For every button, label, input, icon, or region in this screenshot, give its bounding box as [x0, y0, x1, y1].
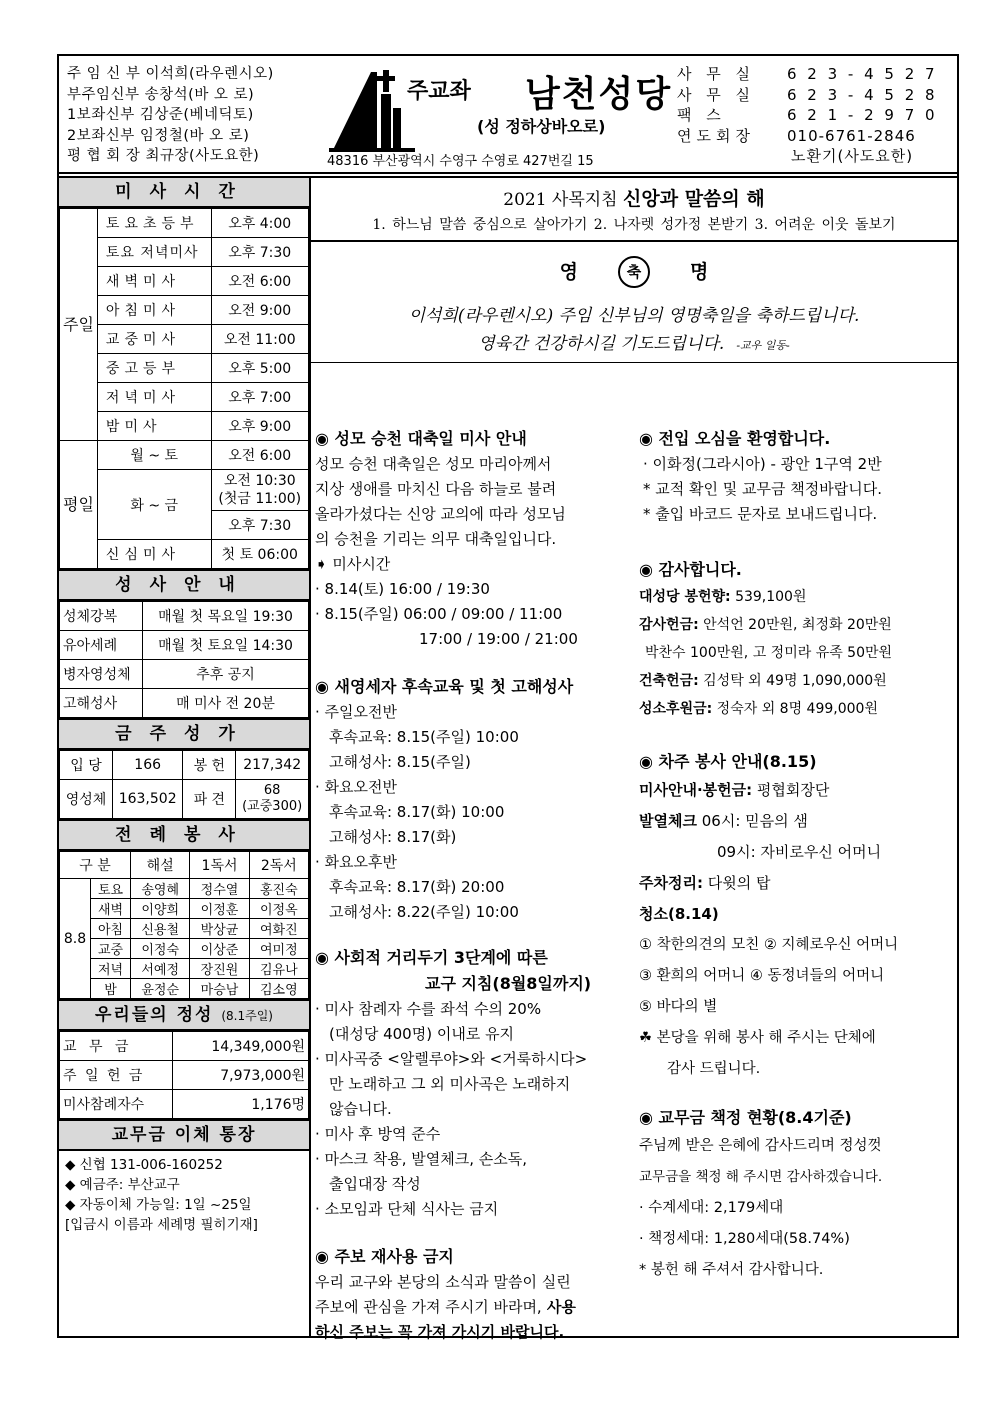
notice-title: ◉ 전입 오심을 환영합니다. [639, 429, 831, 448]
liturgy-col: 1독서 [190, 852, 249, 879]
notice-line: * 교적 확인 및 교무금 책정바랍니다. [643, 480, 882, 498]
notice-line: 후속교육: 8.17(화) 10:00 [329, 803, 505, 821]
service-value: 평협회장단 [752, 781, 830, 799]
liturgy-cell: 신용철 [131, 919, 190, 939]
thanks-row [639, 611, 955, 639]
header [59, 56, 957, 174]
main-content [311, 176, 957, 1341]
welcome-notice [639, 426, 955, 527]
mass-table [59, 208, 309, 569]
service-row: ③ 환희의 어머니 ④ 동정녀들의 어머니 [639, 968, 885, 984]
parish-patron: (성 정하상바오로) [477, 117, 606, 136]
contact-label: 연도회장 [677, 126, 755, 145]
notice-line: · 화요오후반 [315, 853, 397, 871]
sacrament-name: 성체강복 [60, 602, 143, 631]
feast-signature: -교우 일동- [736, 339, 790, 352]
clergy-list [67, 64, 274, 167]
notice-line: 의 승천을 기리는 의무 대축일입니다. [315, 530, 557, 548]
sacrament-table [59, 601, 309, 718]
devotion-name: 교 무 금 [60, 1032, 173, 1061]
thanks-value: 김성탁 외 49명 1,090,000원 [698, 673, 887, 689]
liturgy-cell: 정수열 [190, 879, 249, 899]
devotion-sub: (8.1주일) [221, 1009, 273, 1023]
sacrament-name: 병자영성체 [60, 660, 143, 689]
notice-title: 교구 지침(8월8일까지) [425, 974, 592, 993]
sacrament-name: 고해성사 [60, 689, 143, 718]
notice-line: · 주일오전반 [315, 703, 397, 721]
notice-line: 우리 교구와 본당의 소식과 말씀이 실린 [315, 1273, 571, 1291]
liturgy-cell: 이정옥 [249, 899, 308, 919]
notice-title: ◉ 새영세자 후속교육 및 첫 고해성사 [315, 677, 574, 696]
notice-line: · 마스크 착용, 발열체크, 손소독, [315, 1150, 528, 1168]
bulletin-notice [315, 1244, 633, 1345]
clergy-row: 평 협 회 장 최규장(사도요한) [67, 148, 260, 164]
liturgy-heading: 전례봉사 [59, 819, 309, 851]
mass-time-main: 오전 10:30 [223, 473, 296, 489]
service-row: ⑤ 바다의 별 [639, 999, 718, 1015]
thanks-value: 정숙자 외 8명 499,000원 [712, 701, 878, 717]
dues-line: 주님께 받은 은혜에 감사드리며 정성껏 [639, 1138, 882, 1154]
notice-title: ◉ 주보 재사용 금지 [315, 1247, 454, 1266]
service-key: 주차정리: [639, 874, 703, 892]
banner-title [311, 184, 957, 211]
liturgy-cell: 저녁 [91, 959, 131, 979]
sacrament-name: 유아세례 [60, 631, 143, 660]
contact-row [677, 105, 938, 126]
liturgy-table [59, 851, 309, 999]
hymn-label: 봉 헌 [183, 751, 236, 780]
mass-time: 오후 7:30 [211, 511, 308, 540]
notice-line: · 이화정(그라시아) - 광안 1구역 2반 [643, 455, 882, 473]
thanks-row [639, 583, 955, 611]
thanks-key: 감사헌금: [639, 617, 699, 633]
thanks-row [639, 695, 955, 723]
service-row: 청소(8.14) [639, 905, 719, 923]
feast-title-char: 영 [559, 260, 578, 283]
notice-line: 지상 생애를 마치신 다음 하늘로 불려 [315, 480, 557, 498]
feast-line [311, 330, 957, 360]
hymn-dismiss: 68 [263, 783, 281, 798]
hymn-label: 입 당 [60, 751, 113, 780]
mass-time: 오후 5:00 [211, 354, 308, 383]
liturgy-cell: 이정숙 [131, 939, 190, 959]
notice-line: · 미사곡중 <알렐루야>와 <거룩하시다> [315, 1050, 588, 1068]
service-row: 09시: 자비로우신 어머니 [717, 843, 882, 861]
notice-line: 하신 주보는 꼭 가져 가시기 바랍니다. [315, 1323, 565, 1341]
contact-value: 010-6761-2846 [787, 126, 916, 145]
liturgy-cell: 김소영 [249, 979, 308, 999]
contact-value: 6 2 3 - 4 5 2 7 [787, 65, 938, 83]
notice-title: ◉ 교무금 책정 현황(8.4기준) [639, 1108, 852, 1127]
dues-line: 교무금을 책정 해 주시면 감사하겠습니다. [639, 1169, 883, 1185]
thanks-value: 안석언 20만원, 최정화 20만원 [698, 617, 892, 633]
mass-name: 토요 저녁미사 [97, 238, 211, 267]
mass-name: 새벽미사 [97, 267, 211, 296]
liturgy-cell: 아침 [91, 919, 131, 939]
liturgy-col: 구 분 [60, 852, 131, 879]
mass-name: 화 ~ 금 [97, 470, 211, 540]
banner-points: 1. 하느님 말씀 중심으로 살아가기 2. 나자렛 성가정 본받기 3. 어려운 이웃 돌보기 [372, 217, 896, 233]
notice-title: ◉ 차주 봉사 안내(8.15) [639, 752, 817, 771]
notice-line: 후속교육: 8.17(화) 20:00 [329, 878, 505, 896]
address: 48316 부산광역시 수영구 수영로 427번길 15 [327, 154, 594, 169]
sunday-label: 주일 [60, 209, 98, 441]
liturgy-cell: 새벽 [91, 899, 131, 919]
thanks-key: 대성당 봉헌향: [639, 589, 731, 605]
service-value: 다윗의 탑 [702, 874, 771, 892]
liturgy-cell: 홍진숙 [249, 879, 308, 899]
hymn-number: 166 [113, 751, 183, 780]
bank-line: [입금시 이름과 세례명 필히기재] [65, 1217, 258, 1233]
devotion-name: 미사참례자수 [60, 1090, 173, 1119]
thanks-value: 박찬수 100만원, 고 정미라 유족 50만원 [645, 645, 893, 661]
notice-line: 후속교육: 8.15(주일) 10:00 [329, 728, 519, 746]
liturgy-cell: 박상균 [190, 919, 249, 939]
liturgy-cell: 이정훈 [190, 899, 249, 919]
liturgy-col: 해설 [131, 852, 190, 879]
newbap-notice [315, 674, 633, 925]
mass-time-note: (첫금 11:00) [218, 491, 302, 507]
contact-label: 사 무 실 [677, 65, 756, 83]
mass-name: 저녁미사 [97, 383, 211, 412]
contact-row [677, 126, 938, 147]
liturgy-cell: 이양희 [131, 899, 190, 919]
feast-line-text: 영육간 건강하시길 기도드립니다. [478, 334, 725, 354]
mass-name: 토요초등부 [97, 209, 211, 238]
notice-text: 주보에 관심을 가져 주시기 바라며, [315, 1298, 542, 1316]
service-row: ☘ 본당을 위해 봉사 해 주시는 단체에 [639, 1030, 876, 1046]
notice-line: ➧ 미사시간 [315, 555, 391, 573]
sacrament-value: 매월 첫 토요일 14:30 [143, 631, 309, 660]
mass-time: 오후 7:00 [211, 383, 308, 412]
liturgy-cell: 토요 [91, 879, 131, 899]
mass-name: 교중미사 [97, 325, 211, 354]
hymn-label: 영성체 [60, 780, 113, 819]
notice-line: · 미사 후 방역 준수 [315, 1125, 441, 1143]
notice-line: · 8.15(주일) 06:00 / 09:00 / 11:00 [315, 605, 563, 623]
mass-name: 월 ~ 토 [97, 441, 211, 470]
mass-time: 오후 4:00 [211, 209, 308, 238]
liturgy-cell: 교중 [91, 939, 131, 959]
notice-title: ◉ 감사합니다. [639, 560, 742, 579]
clergy-row: 2보좌신부 임정철(바 오 로) [67, 127, 250, 144]
devotion-heading [59, 999, 309, 1031]
thanks-notice [639, 557, 955, 723]
dues-line: * 봉헌 해 주셔서 감사합니다. [639, 1262, 824, 1278]
mass-name: 밤미사 [97, 412, 211, 441]
assumption-notice [315, 426, 633, 652]
liturgy-cell: 여미정 [249, 939, 308, 959]
hymn-number: 217,342 [236, 751, 309, 780]
notice-title: ◉ 사회적 거리두기 3단계에 따른 [315, 948, 548, 967]
mass-time: 오후 7:30 [211, 238, 308, 267]
hymn-dismiss-note: (교중300) [242, 799, 303, 814]
clergy-row: 부주임신부 송창석(바 오 로) [67, 86, 255, 103]
thanks-key: 성소후원금: [639, 701, 713, 717]
weekday-label: 평일 [60, 441, 98, 569]
sacrament-value: 추후 공지 [143, 660, 309, 689]
feast-line: 이석희(라우렌시오) 주임 신부님의 영명축일을 축하드립니다. [408, 306, 860, 326]
liturgy-cell: 장진원 [190, 959, 249, 979]
notice-line: 성모 승천 대축일은 성모 마리아께서 [315, 455, 552, 473]
clergy-row: 주 임 신 부 이석희(라우렌시오) [67, 66, 274, 82]
devotion-name: 주 일 헌 금 [60, 1061, 173, 1090]
mass-name: 신심미사 [97, 540, 211, 569]
parish-name: 남천성당 [525, 73, 673, 115]
mass-time [211, 470, 308, 511]
notice-line: 않습니다. [329, 1100, 392, 1118]
contact-row [677, 85, 938, 106]
service-key: 미사안내·봉헌금: [639, 781, 753, 799]
service-notice [639, 749, 955, 1085]
liturgy-date: 8.8 [60, 879, 91, 999]
contact-list [677, 64, 938, 167]
service-row: 감사 드립니다. [667, 1061, 761, 1077]
contact-label: 사 무 실 [677, 85, 756, 104]
notices-right [639, 426, 955, 1300]
feast-title [311, 256, 957, 288]
bank-heading: 교무금 이체 통장 [59, 1119, 309, 1151]
feast-seal-icon: 축 [618, 256, 650, 288]
devotion-value: 14,349,000원 [173, 1032, 309, 1061]
liturgy-cell: 김유나 [249, 959, 308, 979]
liturgy-cell: 여화진 [249, 919, 308, 939]
distancing-notice [315, 945, 633, 1222]
feast-greeting [311, 242, 957, 363]
devotion-value: 1,176명 [173, 1090, 309, 1119]
church-logo-icon [327, 64, 417, 156]
clergy-row: 1보좌신부 김상준(베네딕토) [67, 107, 254, 123]
hymn-number [236, 780, 309, 819]
devotion-title: 우리들의 정성 [94, 1005, 214, 1025]
notice-line: · 화요오전반 [315, 778, 397, 796]
notice-line: · 미사 참례자 수를 좌석 수의 20% [315, 1000, 542, 1018]
thanks-value: 539,100원 [730, 589, 807, 605]
mass-heading: 미사시간 [59, 176, 309, 208]
notice-line: 만 노래하고 그 외 미사곡은 노래하지 [329, 1075, 571, 1093]
hymn-number: 163,502 [113, 780, 183, 819]
notice-text-bold: 사용 [541, 1298, 576, 1316]
notice-line: * 출입 바코드 문자로 보내드립니다. [643, 505, 878, 523]
bank-line: ◆ 신협 131-006-160252 [65, 1157, 223, 1173]
notice-line: 올라가셨다는 신앙 교의에 따라 성모님 [315, 505, 566, 523]
bank-line: ◆ 자동이체 가능일: 1일 ~25일 [65, 1197, 252, 1213]
sacrament-value: 매월 첫 목요일 19:30 [143, 602, 309, 631]
service-row: ① 착한의견의 모친 ② 지혜로우신 어머니 [639, 937, 899, 953]
bank-line: ◆ 예금주: 부산교구 [65, 1177, 180, 1193]
liturgy-cell: 윤정순 [131, 979, 190, 999]
liturgy-col: 2독서 [249, 852, 308, 879]
sacrament-heading: 성사안내 [59, 569, 309, 601]
thanks-row [639, 667, 955, 695]
notice-line: 출입대장 작성 [329, 1175, 421, 1193]
bank-info [59, 1151, 309, 1239]
notice-line: (대성당 400명) 이내로 유지 [329, 1025, 515, 1043]
mass-time: 첫 토 06:00 [211, 540, 308, 569]
devotion-table [59, 1031, 309, 1119]
contact-row [677, 64, 938, 85]
mass-time: 오전 11:00 [211, 325, 308, 354]
notice-line: · 8.14(토) 16:00 / 19:30 [315, 580, 490, 598]
sacrament-value: 매 미사 전 20분 [143, 689, 309, 718]
thanks-row [639, 639, 955, 667]
notice-line: 고해성사: 8.15(주일) [329, 753, 471, 771]
service-key: 발열체크 [639, 812, 697, 830]
notice-title: ◉ 성모 승천 대축일 미사 안내 [315, 429, 527, 448]
bulletin-page [57, 54, 959, 1341]
feast-title-char: 명 [690, 260, 709, 283]
liturgy-cell: 밤 [91, 979, 131, 999]
notice-line [315, 1295, 633, 1320]
banner-year: 2021 사목지침 [503, 190, 618, 210]
liturgy-cell: 송영혜 [131, 879, 190, 899]
mass-name: 아침미사 [97, 296, 211, 325]
hymn-table [59, 750, 309, 819]
notices-left [315, 426, 633, 1359]
mass-time: 오전 6:00 [211, 267, 308, 296]
service-value: 06시: 믿음의 샘 [696, 812, 808, 830]
hymn-label: 파 견 [183, 780, 236, 819]
banner-theme: 신앙과 말씀의 해 [623, 188, 765, 210]
notice-line: 고해성사: 8.17(화) [329, 828, 457, 846]
liturgy-cell: 마승남 [190, 979, 249, 999]
parish-prefix: 주교좌 [407, 79, 471, 104]
contact-value: 6 2 1 - 2 9 7 0 [787, 106, 938, 124]
contact-note: 노환기(사도요한) [791, 147, 914, 165]
service-row [639, 775, 955, 806]
service-row [639, 806, 955, 837]
liturgy-cell: 이상준 [190, 939, 249, 959]
notice-line: · 소모임과 단체 식사는 금지 [315, 1200, 499, 1218]
dues-line: · 수계세대: 2,179세대 [639, 1200, 784, 1216]
notice-line: 17:00 / 19:00 / 21:00 [419, 630, 578, 648]
left-column [59, 176, 309, 1239]
liturgy-cell: 서예정 [131, 959, 190, 979]
dues-notice [639, 1105, 955, 1286]
pastoral-banner [311, 176, 957, 242]
hymn-heading: 금주성가 [59, 718, 309, 750]
mass-name: 중고등부 [97, 354, 211, 383]
notice-line: 고해성사: 8.22(주일) 10:00 [329, 903, 519, 921]
dues-line: · 책정세대: 1,280세대(58.74%) [639, 1231, 850, 1247]
thanks-key: 건축헌금: [639, 673, 699, 689]
feast-message [311, 302, 957, 360]
contact-label: 팩 스 [677, 106, 726, 124]
mass-time: 오전 9:00 [211, 296, 308, 325]
mass-time: 오전 6:00 [211, 441, 308, 470]
devotion-value: 7,973,000원 [173, 1061, 309, 1090]
service-row [639, 868, 955, 899]
mass-time: 오후 9:00 [211, 412, 308, 441]
contact-value: 6 2 3 - 4 5 2 8 [787, 85, 938, 104]
